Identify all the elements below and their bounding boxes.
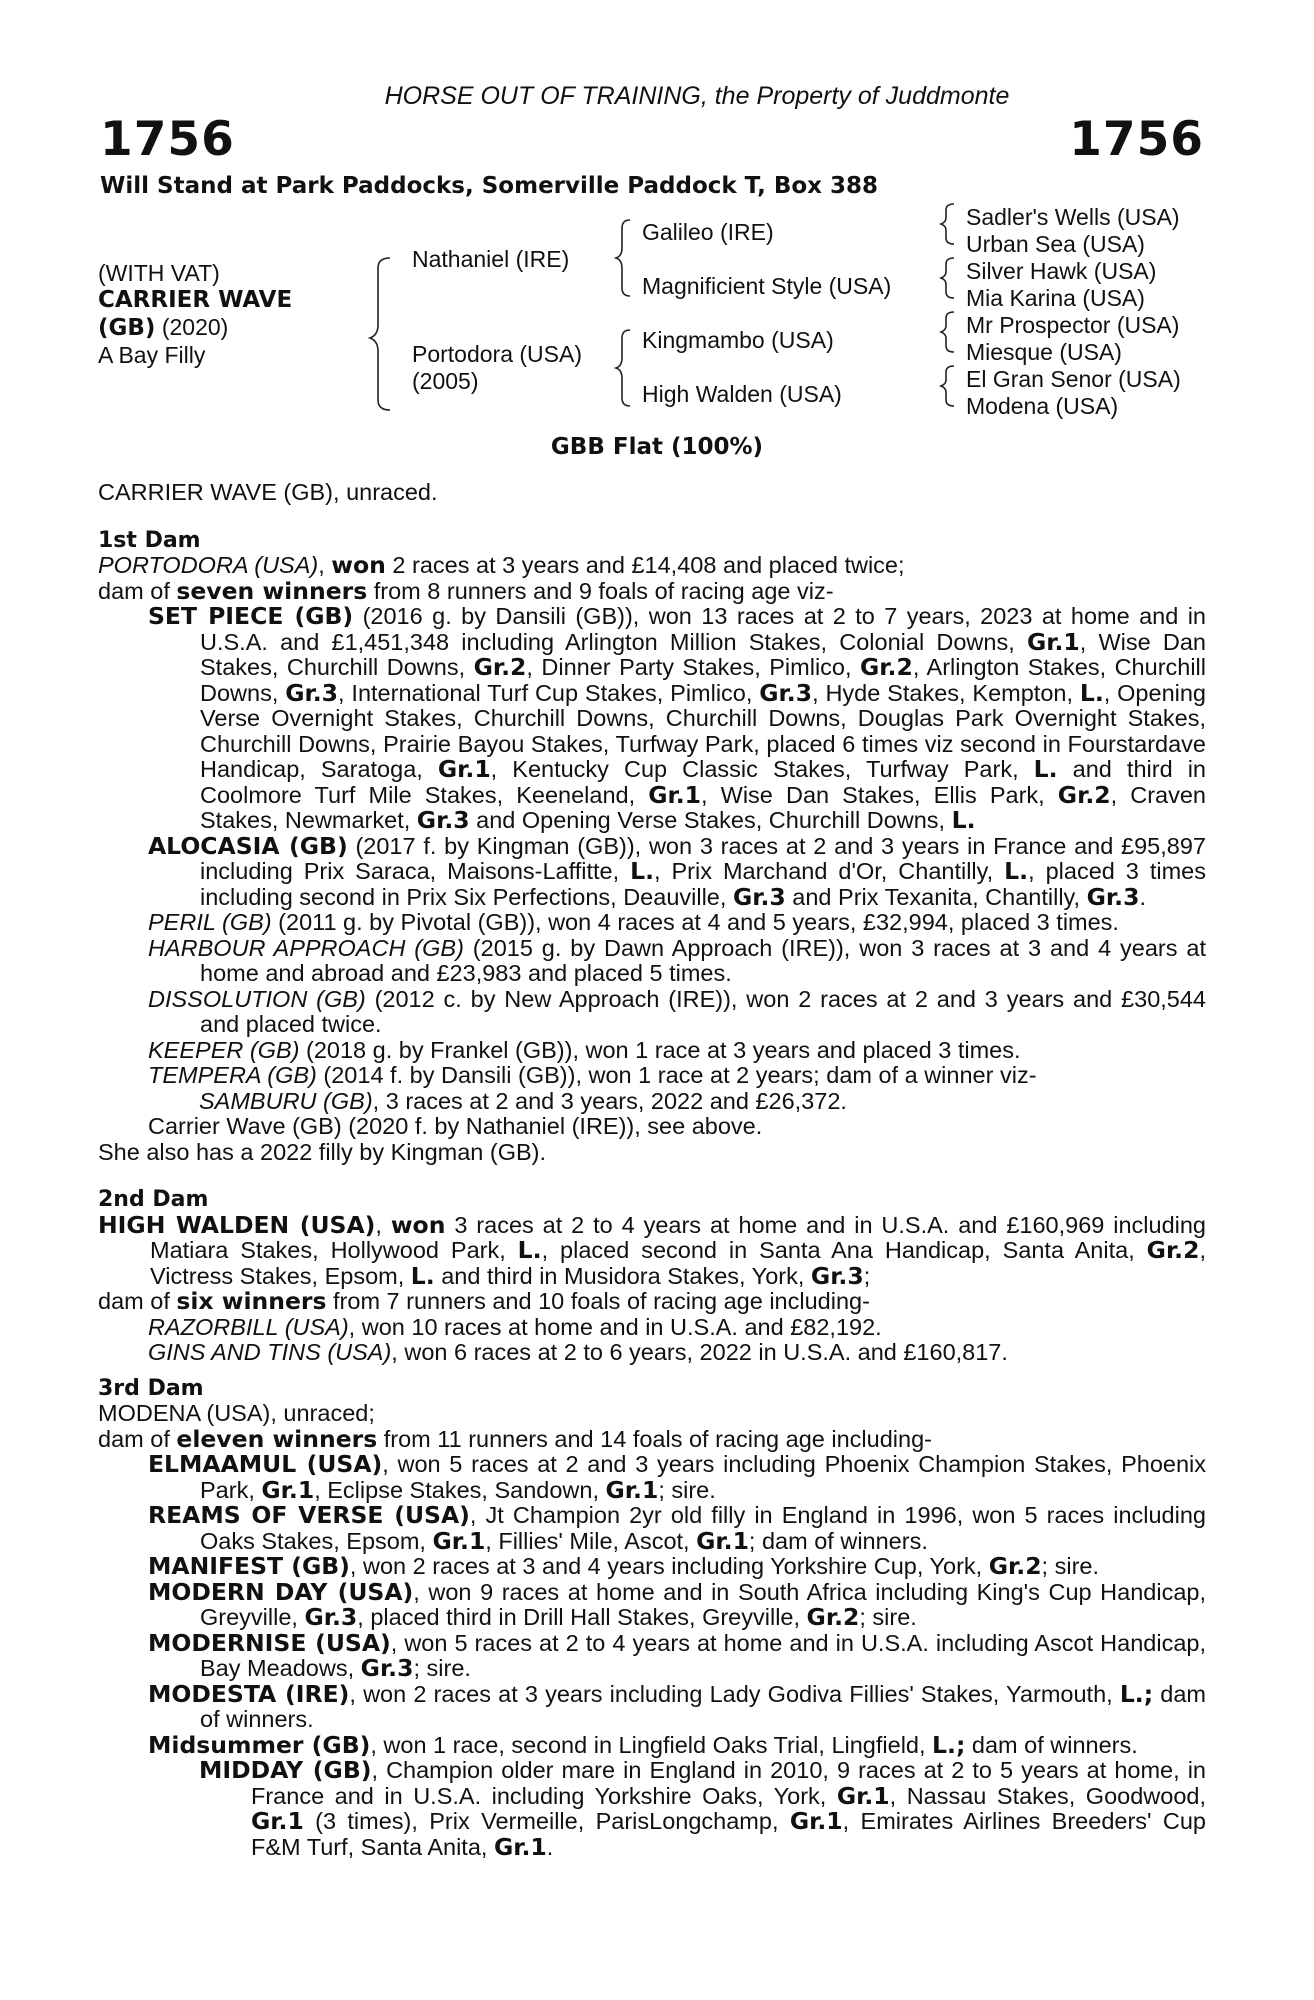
brace-gen2-top xyxy=(616,220,630,296)
granddam-maternal: High Walden (USA) xyxy=(642,381,842,407)
gen4-4: Mia Karina (USA) xyxy=(966,285,1145,311)
brace-gen3-1 xyxy=(941,204,954,244)
runner-tempera: TEMPERA (GB) (2014 f. by Dansili (GB)), won 1 race at 2 years; dam of a winner viz- xyxy=(148,1062,1037,1088)
runner-samburu: SAMBURU (GB), 3 races at 2 and 3 years, 2022 and £26,372. xyxy=(199,1087,847,1114)
vat-note: (WITH VAT) xyxy=(98,260,220,286)
horse-country: (GB) xyxy=(98,315,156,341)
first-dam-name: PORTODORA (USA) xyxy=(98,552,319,578)
first-dam-heading: 1st Dam xyxy=(98,527,201,553)
grandsire-paternal: Galileo (IRE) xyxy=(642,219,774,245)
horse-year: (2020) xyxy=(155,314,229,340)
gbb-label: GBB Flat (100%) xyxy=(550,434,764,460)
runner-manifest: MANIFEST (GB), won 2 races at 3 and 4 years including Yorkshire Cup, York, Gr.2; sire. xyxy=(148,1552,1100,1580)
runner-modernise: MODERNISE (USA), won 5 races at 2 to 4 years at home and in U.S.A. including Ascot Handicap, Bay Meadows, Gr.3; sire. xyxy=(148,1628,1206,1682)
gen4-7: El Gran Senor (USA) xyxy=(966,366,1181,392)
first-dam-record: PORTODORA (USA), won 2 races at 3 years and £14,408 and placed twice; xyxy=(98,551,905,579)
runner-modesta: MODESTA (IRE), won 2 races at 3 years including Lady Godiva Fillies' Stakes, Yarmouth, L.; dam of winners. xyxy=(148,1679,1206,1732)
brace-gen2-bottom xyxy=(616,330,630,406)
third-dam-produce: dam of eleven winners from 11 runners and 14 foals of racing age including- xyxy=(98,1424,932,1453)
runner-peril: PERIL (GB) (2011 g. by Pivotal (GB)), won 4 races at 4 and 5 years, £32,994, placed 3 times. xyxy=(148,909,1119,935)
gen4-2: Urban Sea (USA) xyxy=(966,231,1145,257)
gen4-8: Modena (USA) xyxy=(966,393,1119,419)
also-has-line: She also has a 2022 filly by Kingman (GB). xyxy=(98,1138,547,1165)
runner-dissolution: DISSOLUTION (GB) (2012 c. by New Approach (IRE)), won 2 races at 2 and 3 years and £30,544 and placed twice. xyxy=(148,985,1207,1037)
third-dam-line: MODENA (USA), unraced; xyxy=(98,1400,375,1426)
dam-year: (2005) xyxy=(412,368,479,394)
lot-number-left: 1756 xyxy=(100,112,235,167)
granddam-paternal: Magnificient Style (USA) xyxy=(642,273,892,299)
brace-gen1 xyxy=(370,258,390,410)
catalogue-body xyxy=(98,480,1206,1860)
runner-set-piece: SET PIECE (GB) (2016 g. by Dansili (GB)), won 13 races at 2 to 7 years, 2023 at home and in U.S.A. and £1,451,348 including Arlington Million Stakes, Colonial Downs, Gr.1, Wise Dan Stakes, Churchill Downs, Gr.2, Dinner Party Stakes, Pimlico, Gr.2, Arlington Stakes, Churchill Downs, Gr.3, International Turf Cup Stakes, Pimlico, Gr.3, Hyde Stakes, Kempton, L., Opening Verse Overnight Stakes, Churchill Downs, Churchill Downs, Douglas Park Overnight Stakes, Churchill Downs, Prairie Bayou Stakes, Turfway Park, placed 6 times viz second in Fourstardave Handicap, Saratoga, Gr.1, Kentucky Cup Classic Stakes, Turfway Park, L. and third in Coolmore Turf Mile Stakes, Keeneland, Gr.1, Wise Dan Stakes, Ellis Park, Gr.2, Craven Stakes, Newmarket, Gr.3 and Opening Verse Stakes, Churchill Downs, L. xyxy=(148,602,1207,834)
runner-reams-of-verse: REAMS OF VERSE (USA), Jt Champion 2yr old filly in England in 1996, won 5 races including Oaks Stakes, Epsom, Gr.1, Fillies' Mile, Ascot, Gr.1; dam of winners. xyxy=(148,1501,1206,1555)
third-dam-heading: 3rd Dam xyxy=(98,1375,204,1401)
runner-modern-day: MODERN DAY (USA), won 9 races at home and in South Africa including King's Cup Handicap, Greyville, Gr.3, placed third in Drill Hall Stakes, Greyville, Gr.2; sire. xyxy=(148,1577,1206,1631)
lot-number-right: 1756 xyxy=(1069,112,1204,167)
second-dam-produce: dam of six winners from 7 runners and 10 foals of racing age including- xyxy=(98,1287,870,1315)
gen4-6: Miesque (USA) xyxy=(966,339,1122,365)
runner-razorbill: RAZORBILL (USA), won 10 races at home and in U.S.A. and £82,192. xyxy=(148,1313,882,1340)
runner-carrier-wave: Carrier Wave (GB) (2020 f. by Nathaniel (IRE)), see above. xyxy=(148,1113,763,1139)
grandsire-maternal: Kingmambo (USA) xyxy=(642,327,834,353)
sire-name: Nathaniel (IRE) xyxy=(412,246,570,272)
horse-description: A Bay Filly xyxy=(98,342,206,368)
gen4-5: Mr Prospector (USA) xyxy=(966,312,1180,338)
first-dam-produce: dam of seven winners from 8 runners and 9 foals of racing age viz- xyxy=(98,576,834,605)
gen4-1: Sadler's Wells (USA) xyxy=(966,204,1180,230)
runner-harbour-approach: HARBOUR APPROACH (GB) (2015 g. by Dawn Approach (IRE)), won 3 races at 3 and 4 years at home and abroad and £23,983 and placed 5 times. xyxy=(148,934,1206,986)
horse-name: CARRIER WAVE xyxy=(98,287,293,313)
runner-elmaamul: ELMAAMUL (USA), won 5 races at 2 and 3 years including Phoenix Champion Stakes, Phoenix Park, Gr.1, Eclipse Stakes, Sandown, Gr.1; sire. xyxy=(148,1450,1206,1504)
brace-gen3-3 xyxy=(941,312,954,352)
runner-alocasia: ALOCASIA (GB) (2017 f. by Kingman (GB)), won 3 races at 2 and 3 years in France and £95,897 including Prix Saraca, Maisons-Laffitte, L., Prix Marchand d'Or, Chantilly, L., placed 3 times including second in Prix Six Perfections, Deauville, Gr.3 and Prix Texanita, Chantilly, Gr.3. xyxy=(148,831,1206,911)
stand-location: Will Stand at Park Paddocks, Somerville Paddock T, Box 388 xyxy=(100,173,879,199)
page-header-title: HORSE OUT OF TRAINING, the Property of Juddmonte xyxy=(384,82,1010,110)
gen4-3: Silver Hawk (USA) xyxy=(966,258,1157,284)
runner-gins-and-tins: GINS AND TINS (USA), won 6 races at 2 to 6 years, 2022 in U.S.A. and £160,817. xyxy=(148,1339,1008,1365)
runner-midday: MIDDAY (GB), Champion older mare in England in 2010, 9 races at 2 to 5 years at home, in France and in U.S.A. including Yorkshire Oaks, York, Gr.1, Nassau Stakes, Goodwood, Gr.1 (3 times), Prix Vermeille, ParisLongchamp, Gr.1, Emirates Airlines Breeders' Cup F&M Turf, Santa Anita, Gr.1. xyxy=(199,1756,1206,1861)
second-dam-record: HIGH WALDEN (USA), won 3 races at 2 to 4 years at home and in U.S.A. and £160,969 including Matiara Stakes, Hollywood Park, L., placed second in Santa Ana Handicap, Santa Anita, Gr.2, Victress Stakes, Epsom, L. and third in Musidora Stakes, York, Gr.3; xyxy=(98,1210,1207,1290)
brace-gen3-4 xyxy=(941,366,954,406)
runner-keeper: KEEPER (GB) (2018 g. by Frankel (GB)), won 1 race at 3 years and placed 3 times. xyxy=(148,1036,1021,1063)
brace-gen3-2 xyxy=(941,258,954,298)
dam-name: Portodora (USA) xyxy=(412,341,583,367)
intro-line: CARRIER WAVE (GB), unraced. xyxy=(98,479,438,505)
second-dam-heading: 2nd Dam xyxy=(98,1187,209,1212)
runner-midsummer: Midsummer (GB), won 1 race, second in Lingfield Oaks Trial, Lingfield, L.; dam of winners. xyxy=(148,1730,1138,1759)
